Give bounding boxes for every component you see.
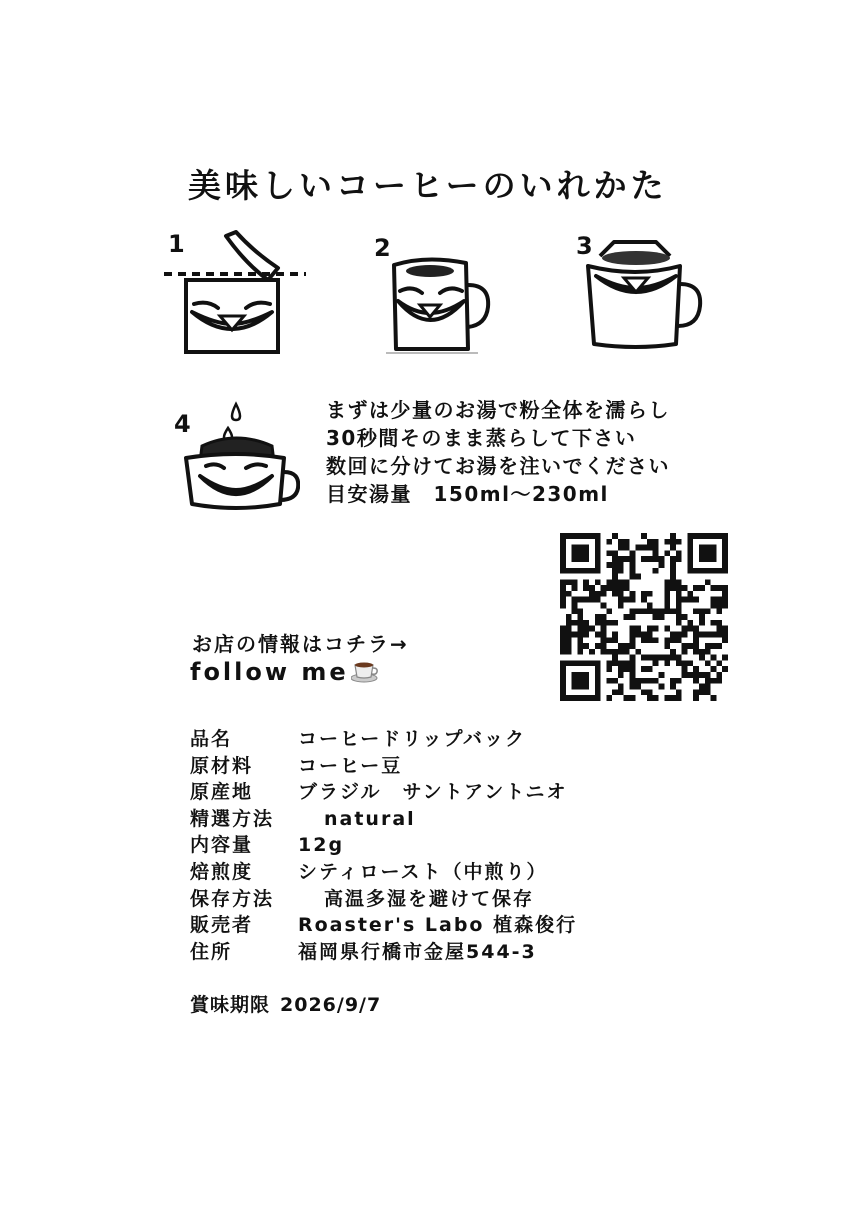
page-title: 美味しいコーヒーのいれかた xyxy=(188,166,668,205)
info-label: 原産地 xyxy=(190,781,254,804)
best-before-date: 2026/9/7 xyxy=(280,994,382,1016)
info-value: natural xyxy=(324,807,416,830)
drip-bag-drip-icon xyxy=(180,400,300,512)
drip-bag-pour-icon xyxy=(580,238,705,353)
info-label: 住所 xyxy=(190,940,233,963)
best-before xyxy=(190,990,381,1017)
info-value: コーヒー豆 xyxy=(298,754,403,777)
shop-info-text: お店の情報はコチラ→ xyxy=(192,632,409,656)
instruction-line-3: 数回に分けてお湯を注いでください xyxy=(326,454,670,478)
info-label: 内容量 xyxy=(190,834,254,857)
brewing-instructions xyxy=(326,396,670,508)
info-value: ブラジル サントアントニオ xyxy=(298,781,568,804)
step-number-4: 4 xyxy=(174,410,191,438)
step-number-2: 2 xyxy=(374,234,391,262)
info-label: 焙煎度 xyxy=(190,860,254,883)
info-value: 高温多湿を避けて保存 xyxy=(324,887,535,910)
drip-bag-on-cup-icon xyxy=(382,255,497,360)
follow-me xyxy=(190,658,379,686)
instruction-line-1: まずは少量のお湯で粉全体を濡らし xyxy=(326,398,670,422)
info-label: 販売者 xyxy=(190,914,254,937)
info-label: 原材料 xyxy=(190,754,254,777)
drip-bag-cut-icon xyxy=(160,228,310,358)
instruction-line-2: 30秒間そのまま蒸らして下さい xyxy=(326,426,637,450)
step-number-3: 3 xyxy=(576,232,593,260)
info-value: 12g xyxy=(298,834,345,857)
info-value: Roaster's Labo 植森俊行 xyxy=(298,914,578,937)
info-value: コーヒードリップバック xyxy=(298,728,526,750)
qr-code-icon[interactable] xyxy=(560,533,728,701)
step-number-1: 1 xyxy=(168,230,185,258)
info-label: 品名 xyxy=(190,728,233,750)
info-value: シティロースト（中煎り） xyxy=(298,860,548,883)
best-before-label: 賞味期限 xyxy=(190,994,271,1016)
info-label: 保存方法 xyxy=(190,887,275,910)
info-label: 精選方法 xyxy=(190,807,275,830)
follow-me-text: follow me xyxy=(190,658,349,686)
coffee-cup-icon xyxy=(351,659,379,683)
info-value: 福岡県行橋市金屋544-3 xyxy=(298,940,537,963)
instruction-line-4: 目安湯量 150ml～230ml xyxy=(326,482,609,506)
